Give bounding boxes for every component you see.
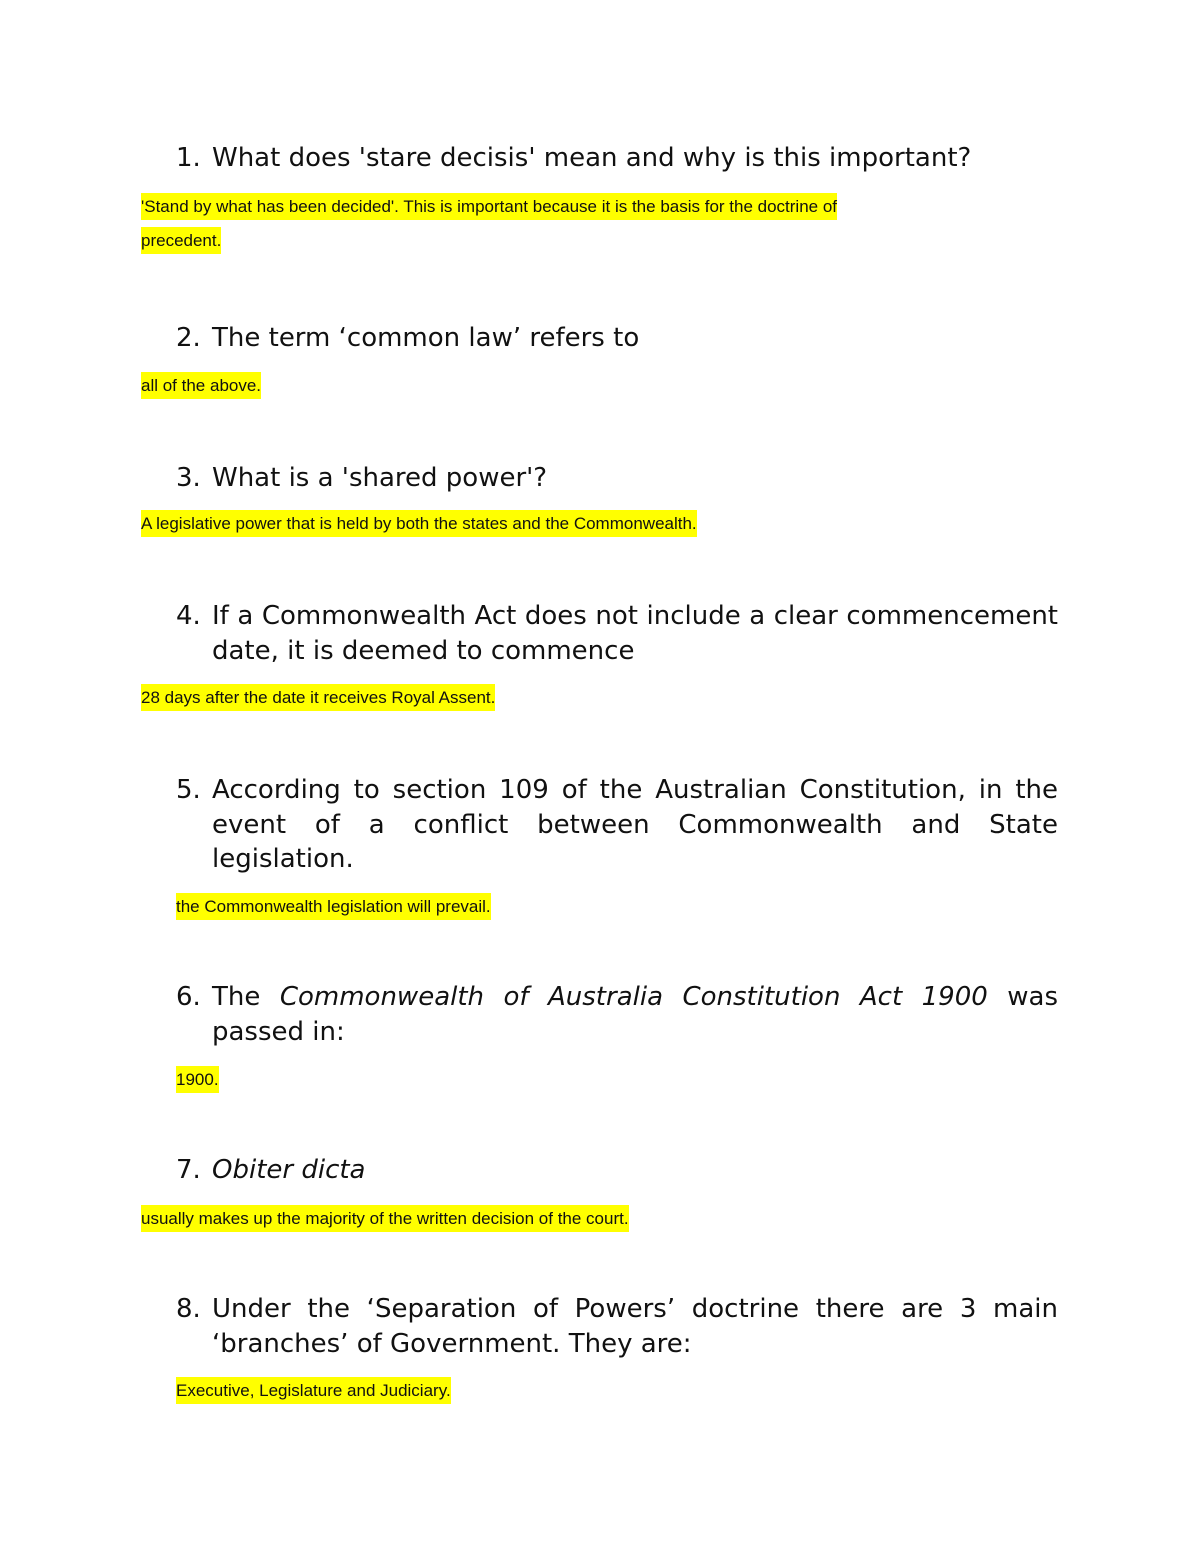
question-number: 3. [176, 463, 201, 493]
question-8 [176, 1292, 1058, 1361]
answer-2 [141, 369, 261, 403]
answer-text: A legislative power that is held by both the states and the Commonwealth. [141, 510, 697, 537]
answer-text: 28 days after the date it receives Royal Assent. [141, 684, 495, 711]
question-number: 4. [176, 601, 201, 631]
answer-3 [141, 507, 697, 541]
question-number: 7. [176, 1155, 201, 1185]
question-text [212, 980, 1058, 1049]
question-7 [176, 1153, 1058, 1188]
answer-8 [176, 1374, 451, 1408]
question-text [212, 1153, 1058, 1188]
question-text-before: The [212, 982, 261, 1012]
question-text: The term ‘common law’ refers to [212, 323, 640, 353]
question-text: If a Commonwealth Act does not include a clear commencement date, it is deemed to commence [212, 601, 1058, 666]
act-title: Commonwealth of Australia Constitution Act 1900 [279, 982, 988, 1012]
latin-term: Obiter dicta [212, 1155, 366, 1185]
question-text: According to section 109 of the Australian Constitution, in the event of a conflict between Commonwealth and State legislation. [212, 775, 1058, 874]
answer-7 [141, 1202, 629, 1236]
answer-text: usually makes up the majority of the written decision of the court. [141, 1205, 629, 1232]
answer-text: Executive, Legislature and Judiciary. [176, 1377, 451, 1404]
question-text-after: was passed in: [212, 982, 1059, 1047]
question-3 [176, 461, 1058, 496]
answer-1-line-2: precedent. [141, 227, 221, 254]
question-6 [176, 980, 1058, 1049]
question-number: 8. [176, 1294, 201, 1324]
question-number: 6. [176, 982, 201, 1012]
question-5 [176, 773, 1058, 877]
question-1 [176, 141, 1058, 176]
question-2 [176, 321, 1058, 356]
question-number: 5. [176, 775, 201, 805]
answer-text: all of the above. [141, 372, 261, 399]
question-text: What is a 'shared power'? [212, 463, 548, 493]
question-text: What does 'stare decisis' mean and why is this important? [212, 143, 972, 173]
answer-text: 1900. [176, 1066, 219, 1093]
question-number: 1. [176, 143, 201, 173]
answer-5 [176, 890, 491, 924]
answer-6 [176, 1063, 219, 1097]
question-4 [176, 599, 1058, 668]
question-number: 2. [176, 323, 201, 353]
answer-4 [141, 681, 495, 715]
question-text: Under the ‘Separation of Powers’ doctrine there are 3 main ‘branches’ of Government. They are: [212, 1294, 1058, 1359]
answer-text: the Commonwealth legislation will prevail. [176, 893, 491, 920]
answer-1 [141, 190, 837, 258]
answer-1-line-1: 'Stand by what has been decided'. This is important because it is the basis for the doctrine of [141, 193, 837, 220]
